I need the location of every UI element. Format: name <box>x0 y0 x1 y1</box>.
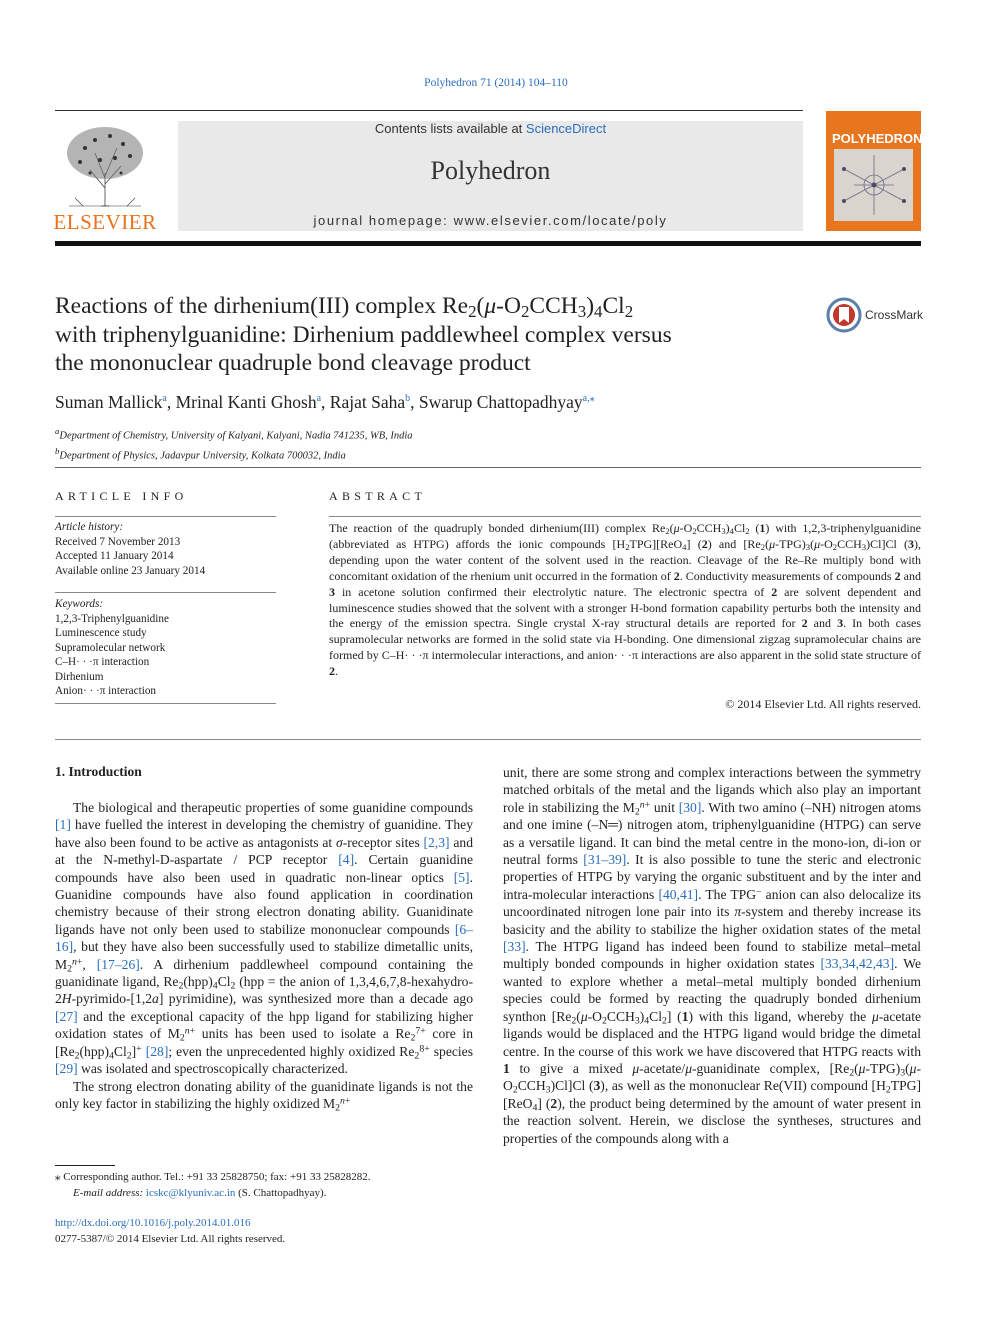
article-info-rule <box>55 592 276 593</box>
journal-homepage[interactable]: journal homepage: www.elsevier.com/locate/poly <box>313 213 668 228</box>
doi-block: http://dx.doi.org/10.1016/j.poly.2014.01.016 0277-5387/© 2014 Elsevier Ltd. All rights reserved. <box>55 1216 473 1247</box>
body-column-left: The biological and therapeutic properties of some guanidine compounds [1] have fuelled the interest in developing the chemistry of guanidine. They have also been found to be active as antagonists at σ-receptor sites [2,3] and at the N-methyl-D-aspartate / PCP receptor [4]. Certain guanidine compounds have also been used in quadratic non-linear optics [5]. Guanidine compounds have also found application in coordination chemistry because of their strong electron donating ability. Guanidinate ligands have not only been used to stabilize mononuclear compounds [6–16], but they have also been successfully used to stabilize dimetallic units, $M_2^{n+}$, [17–26]. A dirhenium paddlewheel compound containing the guanidinate ligand, $Re_2(hpp)_4Cl_2$ (hpp = the anion of 1,3,4,6,7,8-hexahydro-2H-pyrimido-[1,2a] pyrimidine), was synthesized more than a decade ago [27] and the exceptional capacity of the hpp ligand for stabilizing higher oxidation states of $M_2^{n+}$ units has been used to isolate a $Re_2^{7+}$ core in $[Re_2(hpp)_4Cl_2]^+$ [28]; even the unprecedented highly oxidized $Re_2^{8+}$ species [29] was isolated and spectroscopically characterized. The strong electron donating ability of the guanidinate ligands is not the only key factor in stabilizing the highly oxidized $M_2^{n+}$ <box>55 800 474 1114</box>
article-info-heading: ARTICLE INFO <box>55 489 188 503</box>
section-heading: 1. Introduction <box>55 764 142 779</box>
author-name[interactable]: Swarup Chattopadhyay <box>418 392 583 412</box>
footnote-rule <box>55 1165 115 1166</box>
abstract-heading: ABSTRACT <box>329 489 427 503</box>
abstract-text: The reaction of the quadruply bonded dirhenium(III) complex $Re_2(\mu-O_2CCH_3)_4Cl_2$ (1) with 1,2,3-triphenylguanidine (abbreviated as HTPG) affords the ionic compounds $[H_2TPG][ReO_4]$ (2) and $[Re_2(\mu-TPG)_3(\mu-O_2CCH_3)Cl]Cl$ (3), depending upon the water content of the solvent used in the reaction. Cleavage of the Re–Re multiply bond with concomitant oxidation of the rhenium unit occurred in the formation of 2. Conductivity measurements of compounds 2 and 3 in acetone solution confirmed their electrolytic nature. The electronic spectra of 2 are solvent dependent and luminescence studies showed that the solvent with a stronger H-bond formation capability perturbs both the intensity and the energy of the emission spectra. Single crystal X-ray structural details are reported for 2 and 3. In both cases supramolecular networks are formed in the solid state via H-bonding. One dimensional zigzag supramolecular chains are formed by C–H· · ·π intermolecular interactions, and anion· · ·π interactions are also apparent in the solid state structure of 2. <box>329 521 921 679</box>
doi-link[interactable]: http://dx.doi.org/10.1016/j.poly.2014.01.016 <box>55 1217 251 1229</box>
elsevier-wordmark: ELSEVIER <box>53 210 157 234</box>
author-list: Suman Mallick$^a$, Mrinal Kanti Ghosh$^a$, Rajat Saha$^b$, Swarup Chattopadhyay$^{a,⁎}$ <box>55 392 595 412</box>
article-info-rule <box>55 516 276 517</box>
keyword: C–H· · ·π interaction <box>55 656 150 668</box>
article-title: Reactions of the dirhenium(III) complex $Re_2(\mu-O_2CCH_3)_4Cl_2$ with triphenylguanidine: Dirhenium paddlewheel complex versus the mononuclear quadruple bond cleavage product <box>55 293 672 376</box>
keywords-list: Keywords: 1,2,3-Triphenylguanidine Luminescence study Supramolecular network C–H· · ·π interaction Dirhenium Anion· · ·π interaction <box>55 597 276 699</box>
keyword: Luminescence study <box>55 627 147 639</box>
author-name[interactable]: Suman Mallick <box>55 392 163 412</box>
keyword: Supramolecular network <box>55 641 166 654</box>
journal-name: Polyhedron <box>430 156 551 185</box>
cover-structure-graphic <box>834 149 913 221</box>
affiliations: $^a$Department of Chemistry, University of Kalyani, Kalyani, Nadia 741235, WB, India $^b$Department of Physics, Jadavpur University, Kolkata 700032, India <box>55 426 413 462</box>
corresponding-author-footnote: ⁎ Corresponding author. Tel.: +91 33 25828750; fax: +91 33 25828282. E-mail address: icskc@klyuniv.ac.in (S. Chattopadhyay). <box>55 1171 371 1199</box>
email-link[interactable]: icskc@klyuniv.ac.in <box>145 1186 236 1199</box>
abstract-rule <box>329 516 921 517</box>
keyword: 1,2,3-Triphenylguanidine <box>55 612 169 625</box>
section-rule <box>55 467 921 468</box>
header-rule <box>55 110 803 111</box>
sciencedirect-link[interactable]: ScienceDirect <box>525 121 607 136</box>
crossmark-icon <box>826 297 862 333</box>
section-rule <box>55 739 921 740</box>
author-name[interactable]: Rajat Saha <box>329 392 406 412</box>
contents-line: Contents lists available at ScienceDirect <box>374 121 607 136</box>
keyword: Anion· · ·π interaction <box>55 685 157 697</box>
article-info-rule <box>55 703 276 704</box>
keyword: Dirhenium <box>55 670 104 683</box>
body-column-right: unit, there are some strong and complex interactions between the symmetry matched orbitals of the metal and the ligands which also play an important role in stabilizing the $M_2^{n+}$ unit [30]. With two amino (–NH) nitrogen atoms and one imine (–N═) nitrogen atom, triphenylguanidine (HTPG) can serve as a versatile ligand. It can bind the metal centre in the mono-ion, di-ion or neutral forms [31–39]. It is also possible to tune the steric and electronic properties of HTPG by varying the organic substituent and by the inter and intra-molecular interactions [40,41]. The TPG− anion can also delocalize its uncoordinated nitrogen lone pair into its π-system and thereby increase its basicity and the ability to stabilize the higher oxidation states of the metal [33]. The HTPG ligand has indeed been found to stabilize metal–metal multiply bonded compounds in higher oxidation states [33,34,42,43]. We wanted to explore whether a metal–metal multiply bonded dirhenium species could be formed by reacting the quadruply bonded dirhenium synthon $[Re_2(\mu-O_2CCH_3)_4Cl_2]$ (1) with this ligand, whereby the μ-acetate ligands would be displaced and the HTPG ligand would bridge the dimetal centre. In the course of this work we have discovered that HTPG reacts with 1 to give a mixed μ-acetate/μ-guanidinate complex, $[Re_2(\mu-TPG)_3(\mu-O_2CCH_3)Cl]Cl$ (3), as well as the mononuclear Re(VII) compound $[H_2TPG][ReO_4]$ (2), the product being determined by the amount of water present in the reaction solvent. Herein, we disclose the syntheses, structures and properties of the compounds along with a <box>503 765 922 1146</box>
abstract-copyright: © 2014 Elsevier Ltd. All rights reserved. <box>725 697 921 711</box>
journal-citation-link[interactable]: Polyhedron 71 (2014) 104–110 <box>424 77 568 89</box>
article-history: Article history: Received 7 November 2013 Accepted 11 January 2014 Available online 23 January 2014 <box>55 521 206 577</box>
author-name[interactable]: Mrinal Kanti Ghosh <box>175 392 317 412</box>
journal-cover-image: POLYHEDRON <box>826 111 921 231</box>
masthead-rule <box>55 241 921 246</box>
crossmark-badge[interactable]: CrossMark <box>826 297 926 333</box>
